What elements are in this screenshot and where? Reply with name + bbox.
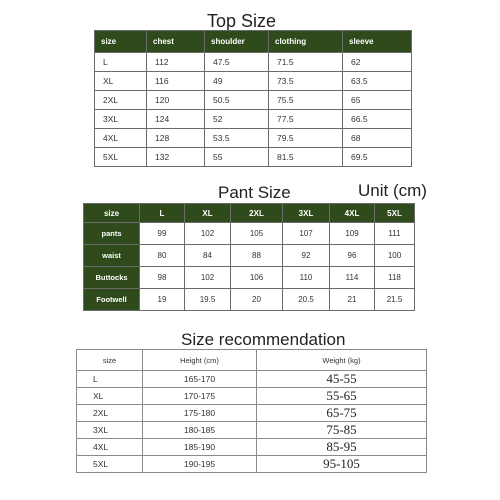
table-cell: 110 [283, 267, 330, 289]
table-cell: 65-75 [257, 405, 427, 422]
column-header: size [84, 204, 140, 223]
table-cell: 50.5 [205, 91, 269, 110]
table-cell: 92 [283, 245, 330, 267]
table-cell: 80 [140, 245, 185, 267]
table-cell: 3XL [77, 422, 143, 439]
table-cell: 5XL [95, 148, 147, 167]
table-row [95, 129, 412, 148]
column-header: Height (cm) [143, 350, 257, 371]
table-row [95, 53, 412, 72]
table-cell: 120 [147, 91, 205, 110]
table-cell: 102 [185, 223, 231, 245]
row-header: Footwell [84, 289, 140, 311]
table-cell: 116 [147, 72, 205, 91]
table-header-row [77, 350, 427, 371]
column-header: L [140, 204, 185, 223]
column-header: chest [147, 31, 205, 53]
table-cell: 75.5 [269, 91, 343, 110]
table-row [95, 72, 412, 91]
table-cell: 98 [140, 267, 185, 289]
table-row [77, 388, 427, 405]
table-cell: XL [95, 72, 147, 91]
table-row [84, 245, 415, 267]
table-cell: 99 [140, 223, 185, 245]
size-recommendation-title: Size recommendation [181, 330, 346, 349]
table-cell: 112 [147, 53, 205, 72]
table-cell: L [95, 53, 147, 72]
table-cell: 4XL [95, 129, 147, 148]
pant-size-title: Pant Size [218, 183, 291, 202]
table-cell: 53.5 [205, 129, 269, 148]
pant-size-table [83, 203, 415, 311]
table-row [84, 223, 415, 245]
table-cell: 68 [343, 129, 412, 148]
table-cell: 88 [231, 245, 283, 267]
column-header: XL [185, 204, 231, 223]
unit-label: Unit (cm) [358, 181, 427, 200]
table-cell: 5XL [77, 456, 143, 473]
table-cell: L [77, 371, 143, 388]
column-header: Weight (kg) [257, 350, 427, 371]
table-header-row [84, 204, 415, 223]
table-cell: 95-105 [257, 456, 427, 473]
table-cell: 118 [375, 267, 415, 289]
table-cell: 170-175 [143, 388, 257, 405]
table-cell: 114 [330, 267, 375, 289]
table-cell: 20 [231, 289, 283, 311]
table-row [77, 371, 427, 388]
table-cell: 69.5 [343, 148, 412, 167]
column-header: shoulder [205, 31, 269, 53]
table-cell: 49 [205, 72, 269, 91]
size-recommendation-table [76, 349, 427, 473]
column-header: 2XL [231, 204, 283, 223]
top-size-title: Top Size [207, 11, 277, 31]
table-row [77, 439, 427, 456]
table-cell: 47.5 [205, 53, 269, 72]
table-cell: 2XL [95, 91, 147, 110]
table-cell: 19.5 [185, 289, 231, 311]
table-cell: 79.5 [269, 129, 343, 148]
table-cell: 63.5 [343, 72, 412, 91]
table-cell: 84 [185, 245, 231, 267]
table-row [77, 456, 427, 473]
table-row [95, 148, 412, 167]
table-cell: 62 [343, 53, 412, 72]
table-cell: 96 [330, 245, 375, 267]
table-cell: 102 [185, 267, 231, 289]
table-cell: 45-55 [257, 371, 427, 388]
column-header: 5XL [375, 204, 415, 223]
table-cell: 165-170 [143, 371, 257, 388]
table-cell: 71.5 [269, 53, 343, 72]
column-header: 3XL [283, 204, 330, 223]
table-cell: 73.5 [269, 72, 343, 91]
table-cell: 65 [343, 91, 412, 110]
table-cell: 185-190 [143, 439, 257, 456]
table-row [84, 289, 415, 311]
table-cell: 175-180 [143, 405, 257, 422]
table-cell: 4XL [77, 439, 143, 456]
table-cell: 3XL [95, 110, 147, 129]
table-row [84, 267, 415, 289]
table-cell: 55 [205, 148, 269, 167]
table-cell: 190-195 [143, 456, 257, 473]
table-cell: 105 [231, 223, 283, 245]
table-cell: 180-185 [143, 422, 257, 439]
top-size-table [94, 30, 412, 167]
column-header: clothing [269, 31, 343, 53]
column-header: size [95, 31, 147, 53]
table-cell: 100 [375, 245, 415, 267]
column-header: sleeve [343, 31, 412, 53]
table-cell: 107 [283, 223, 330, 245]
table-row [95, 91, 412, 110]
table-cell: 19 [140, 289, 185, 311]
table-cell: 128 [147, 129, 205, 148]
table-cell: 106 [231, 267, 283, 289]
table-cell: 66.5 [343, 110, 412, 129]
table-cell: XL [77, 388, 143, 405]
table-cell: 20.5 [283, 289, 330, 311]
table-cell: 111 [375, 223, 415, 245]
table-cell: 132 [147, 148, 205, 167]
column-header: size [77, 350, 143, 371]
table-cell: 85-95 [257, 439, 427, 456]
column-header: 4XL [330, 204, 375, 223]
table-cell: 77.5 [269, 110, 343, 129]
table-cell: 75-85 [257, 422, 427, 439]
table-cell: 109 [330, 223, 375, 245]
table-cell: 55-65 [257, 388, 427, 405]
row-header: pants [84, 223, 140, 245]
table-cell: 21.5 [375, 289, 415, 311]
row-header: waist [84, 245, 140, 267]
row-header: Buttocks [84, 267, 140, 289]
table-cell: 81.5 [269, 148, 343, 167]
table-cell: 21 [330, 289, 375, 311]
table-cell: 124 [147, 110, 205, 129]
table-row [95, 110, 412, 129]
table-row [77, 422, 427, 439]
table-cell: 2XL [77, 405, 143, 422]
table-cell: 52 [205, 110, 269, 129]
table-row [77, 405, 427, 422]
table-header-row [95, 31, 412, 53]
